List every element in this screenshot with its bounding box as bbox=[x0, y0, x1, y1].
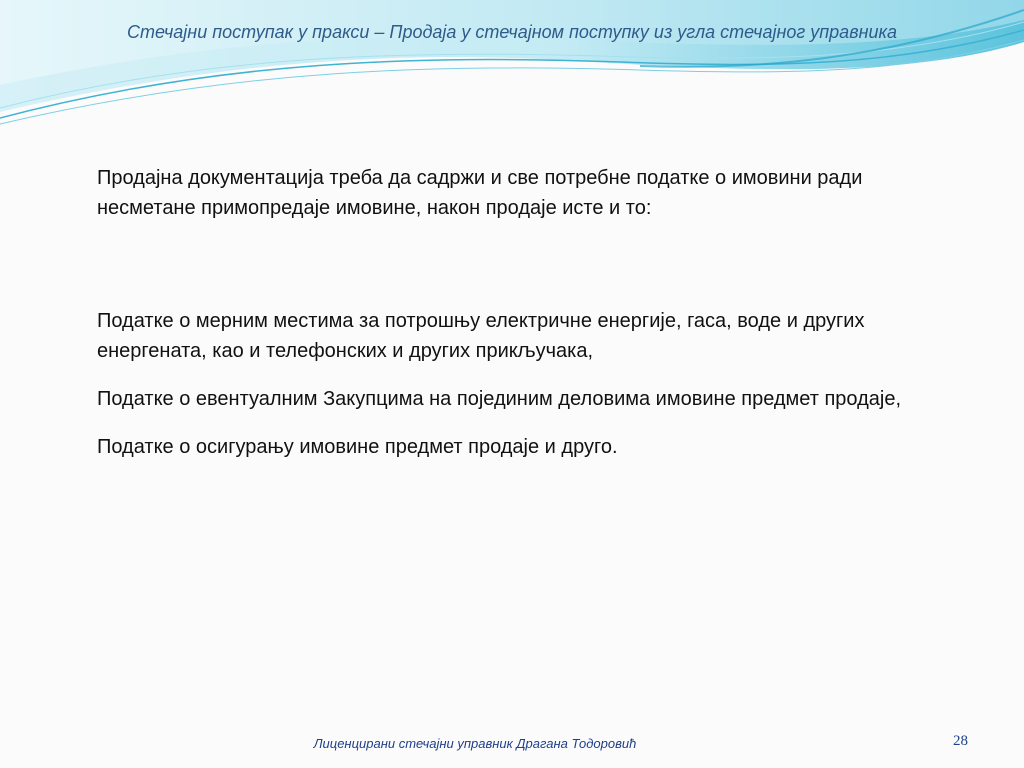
list-item: Податке о евентуалним Закупцима на појединим деловима имовине предмет продаје, bbox=[97, 388, 902, 410]
footer-author: Лиценцирани стечајни управник Драгана Тодоровић bbox=[313, 736, 637, 751]
header-wave-decoration bbox=[0, 0, 1024, 130]
intro-paragraph: Продајна документација треба да садржи и све потребне податке о имовини ради несметане примопредаје имовине, након продаје исте и то: bbox=[97, 167, 863, 219]
slide-body bbox=[97, 163, 957, 480]
page-number: 28 bbox=[953, 733, 968, 749]
list-item: Податке о осигурању имовине предмет продаје и друго. bbox=[97, 436, 618, 458]
slide-title: Стечајни поступак у пракси – Продаја у стечајном поступку из угла стечајног управника bbox=[126, 22, 898, 42]
list-item: Податке о мерним местима за потрошњу електричне енергије, гаса, воде и других енергената, као и телефонских и других прикључака, bbox=[97, 310, 865, 362]
